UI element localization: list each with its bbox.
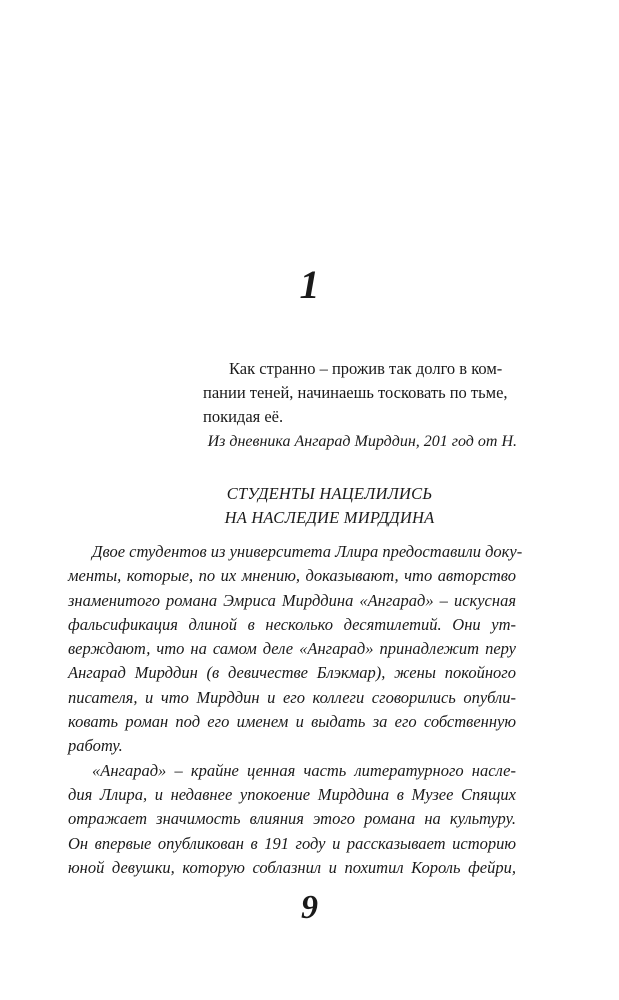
- epigraph: [203, 357, 523, 429]
- body-line: работу.: [68, 736, 123, 756]
- headline-line-1: СТУДЕНТЫ НАЦЕЛИЛИСЬ: [226, 484, 433, 503]
- epigraph-line: пании теней, начинаешь тосковать по тьме,: [203, 383, 508, 402]
- body-line: Он впервые опубликован в 191 году и рассказывает историю: [68, 833, 516, 853]
- epigraph-source: Из дневника Ангарад Мирддин, 201 год от Н.: [207, 433, 517, 450]
- body-line: писателя, и что Мирддин и его коллеги сговорились опубли-: [68, 687, 516, 707]
- body-line: отражает значимость влияния этого романа на культуру.: [68, 809, 516, 829]
- epigraph-line: Как странно – прожив так долго в ком-: [229, 359, 503, 378]
- body-line: менты, которые, по их мнению, доказывают, что авторство: [68, 566, 516, 586]
- body-line: «Ангарад» – крайне ценная часть литературного насле-: [92, 760, 516, 780]
- body-line: Ангарад Мирддин (в девичестве Блэкмар), жены покойного: [68, 663, 516, 683]
- body-line: Двое студентов из университета Ллира предоставили доку-: [92, 542, 523, 561]
- page-number: 9: [301, 889, 318, 926]
- body-line: фальсификация длиной в несколько десятилетий. Они ут-: [68, 614, 516, 634]
- body-line: верждают, что на самом деле «Ангарад» принадлежит перу: [68, 639, 516, 659]
- body-line: знаменитого романа Эмриса Мирддина «Ангарад» – искусная: [68, 590, 516, 610]
- body-line: ковать роман под его именем и выдать за его собственную: [68, 712, 516, 732]
- article-headline: [0, 482, 619, 530]
- body-line: юной девушки, которую соблазнил и похитил Король фейри,: [68, 857, 516, 877]
- body-line: дия Ллира, и недавнее упокоение Мирддина в Музее Спящих: [68, 784, 516, 804]
- epigraph-line: покидая её.: [203, 407, 284, 426]
- body-text: [68, 540, 523, 880]
- chapter-number: 1: [299, 262, 320, 307]
- headline-line-2: НА НАСЛЕДИЕ МИРДДИНА: [224, 508, 435, 527]
